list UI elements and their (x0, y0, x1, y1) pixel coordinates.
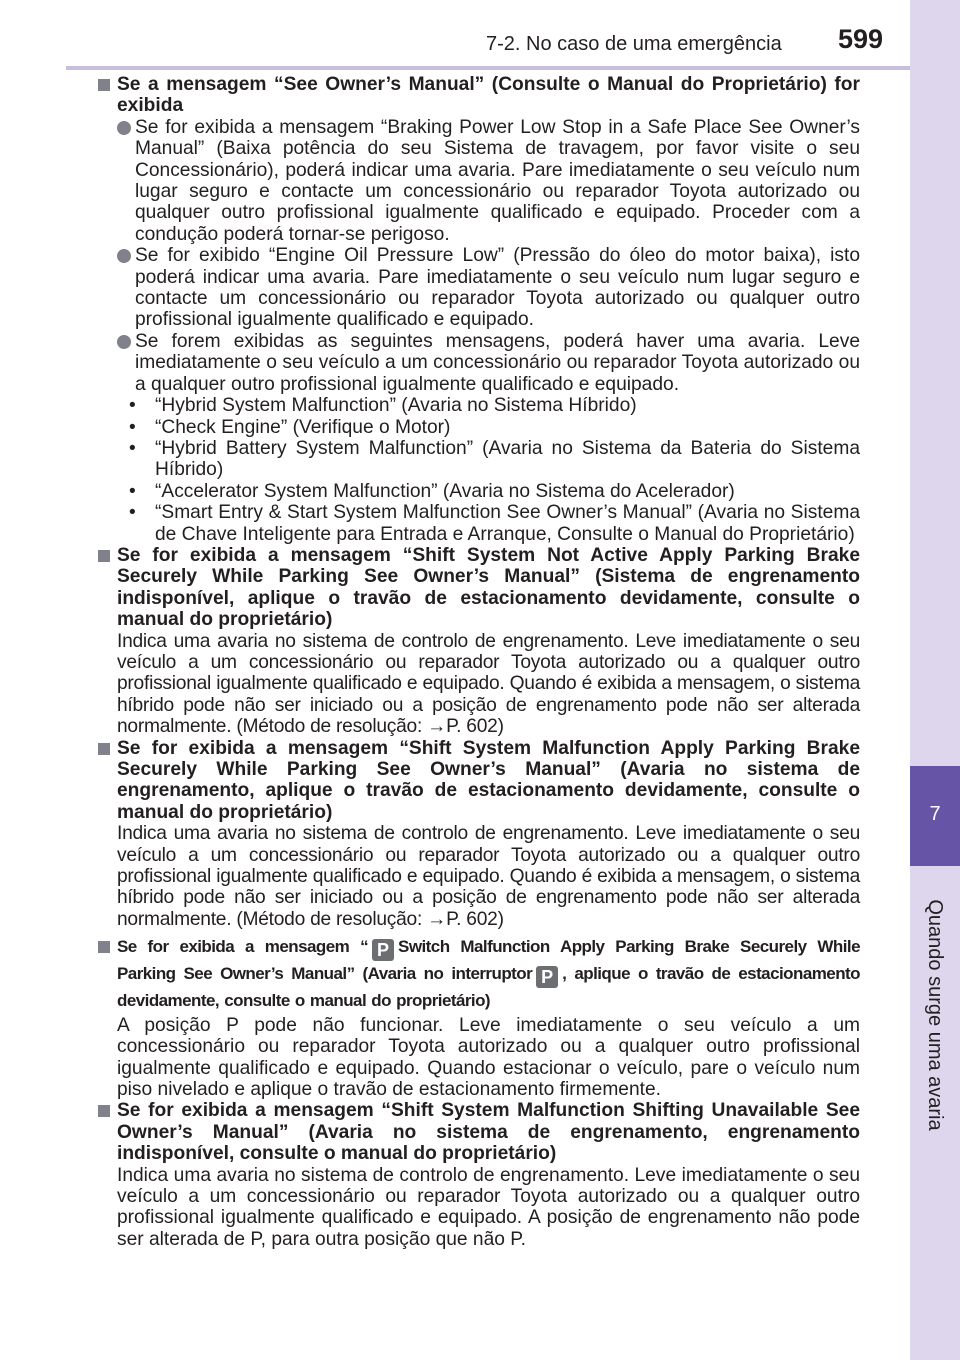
section-shifting-unavailable (96, 1100, 860, 1250)
bullet-text: Se for exibido “Engine Oil Pressure Low” (Pressão do óleo do motor baixa), isto poderá indicar uma avaria. Pare imediatamente o seu veículo num lugar seguro e contacte um concessionário ou reparador Toyota autorizado ou qualquer outro profissional igualmente qualificado e equipado. (135, 245, 860, 331)
dot-marker: • (129, 395, 136, 417)
section-title: Se for exibida a mensagem “Shift System Not Active Apply Parking Brake Securely While Parking See Owner’s Manual” (Sistema de engrenamento indisponível, aplique o travão de estacionamento devidamente, consulte o manual do proprietário) (117, 544, 860, 631)
list-item (117, 117, 860, 245)
section-shift-system-malfunction (96, 738, 860, 931)
dot-marker: • (129, 480, 136, 502)
bullet-text: Se forem exibidas as seguintes mensagens, poderá haver uma avaria. Leve imediatamente o seu veículo a um concessionário ou reparador Toyota autorizado ou a qualquer outro profissional igualmente qualificado e equipado. (135, 330, 860, 395)
p-switch-icon: P (372, 939, 394, 961)
title-part: Se for exibida a mensagem “ (117, 937, 369, 957)
dot-marker: • (129, 502, 136, 524)
bullet-text: Se for exibida a mensagem “Braking Power Low Stop in a Safe Place See Owner’s Manual” (Baixa potência do seu Sistema de travagem, por favor visite o seu Concessionário), poderá indicar uma avaria. Pare imediatamente o seu veículo num lugar seguro e contacte um concessionário ou reparador Toyota autorizado ou qualquer outro profissional igualmente qualificado e equipado. Proceder com a condução poderá tornar-se perigoso. (135, 116, 860, 245)
circle-bullet-icon (117, 121, 131, 135)
p-switch-icon: P (536, 966, 558, 988)
list-item (117, 331, 860, 395)
section-title: Se for exibida a mensagem “Shift System Malfunction Apply Parking Brake Securely While Parking See Owner’s Manual” (Avaria no sistema de engrenamento, aplique o travão de estacionamento devidamente, consulte o manual do proprietário) (117, 737, 860, 823)
message-list-item (117, 502, 860, 545)
square-bullet-icon (98, 550, 110, 562)
chapter-title: Quando surge uma avaria (924, 899, 946, 1131)
page-content (96, 74, 860, 1250)
section-see-owners-manual (96, 74, 860, 545)
header-rule (66, 66, 910, 70)
square-bullet-icon (98, 1105, 110, 1117)
section-shift-system-not-active (96, 545, 860, 738)
running-header: 7-2. No caso de uma emergência (486, 33, 782, 55)
section-title: Se a mensagem “See Owner’s Manual” (Consulte o Manual do Proprietário) for exibida (117, 74, 860, 117)
square-bullet-icon (98, 941, 110, 953)
side-tab-top (910, 0, 960, 766)
page-number: 599 (838, 24, 884, 54)
message-list-item (117, 417, 860, 438)
title-part: Switch Malfunction Apply Parking Brake Securely While Parking See Owner’s Manual” (Avaria no interruptor (117, 937, 860, 984)
section-p-switch-malfunction (96, 934, 860, 1100)
message-text: “Smart Entry & Start System Malfunction See Owner’s Manual” (Avaria no Sistema de Chave Inteligente para Entrada e Arranque, Consulte o Manual do Proprietário) (155, 502, 860, 545)
list-item (117, 245, 860, 331)
message-text: “Hybrid System Malfunction” (Avaria no Sistema Híbrido) (155, 395, 637, 417)
section-body: A posição P pode não funcionar. Leve imediatamente o seu veículo a um concessionário ou reparador Toyota autorizado ou a qualquer outro profissional igualmente qualificado e equipado. Quando estacionar o veículo, pare o veículo num piso nivelado e aplique o travão de estacionamento firmemente. (117, 1014, 860, 1100)
square-bullet-icon (98, 743, 110, 755)
square-bullet-icon (98, 79, 110, 91)
section-body: Indica uma avaria no sistema de controlo de engrenamento. Leve imediatamente o seu veículo a um concessionário ou reparador Toyota autorizado ou a qualquer outro profissional igualmente qualificado e equipado. Quando é exibida a mensagem, o sistema híbrido pode não ser iniciado ou a posição de engrenamento pode não ser alterada normalmente. (Método de resolução: →P. 602) (117, 630, 860, 738)
message-list-item (117, 438, 860, 481)
section-title (117, 934, 860, 1015)
message-text: “Hybrid Battery System Malfunction” (Avaria no Sistema da Bateria do Sistema Híbrido) (155, 437, 860, 481)
chapter-number: 7 (929, 803, 941, 825)
dot-marker: • (129, 437, 136, 459)
message-list-item (117, 481, 860, 502)
message-text: “Check Engine” (Verifique o Motor) (155, 416, 451, 438)
section-body: Indica uma avaria no sistema de controlo de engrenamento. Leve imediatamente o seu veículo a um concessionário ou reparador Toyota autorizado ou a qualquer outro profissional igualmente qualificado e equipado. Quando é exibida a mensagem, o sistema híbrido pode não ser iniciado ou a posição de engrenamento pode não ser alterada normalmente. (Método de resolução: →P. 602) (117, 823, 860, 930)
message-list-item (117, 395, 860, 416)
section-title: Se for exibida a mensagem “Shift System Malfunction Shifting Unavailable See Owner’s Manual” (Avaria no sistema de engrenamento, engrenamento indisponível, consulte o manual do proprietário) (117, 1100, 860, 1165)
section-body: Indica uma avaria no sistema de controlo de engrenamento. Leve imediatamente o seu veículo a um concessionário ou reparador Toyota autorizado ou a qualquer outro profissional igualmente qualificado e equipado. A posição de engrenamento não pode ser alterada de P, para outra posição que não P. (117, 1164, 860, 1250)
circle-bullet-icon (117, 249, 131, 263)
circle-bullet-icon (117, 335, 131, 349)
message-text: “Accelerator System Malfunction” (Avaria no Sistema do Acelerador) (155, 480, 735, 502)
title-part: , aplique o travão de estacionamento devidamente, consulte o manual do proprietário) (117, 964, 860, 1011)
dot-marker: • (129, 416, 136, 438)
